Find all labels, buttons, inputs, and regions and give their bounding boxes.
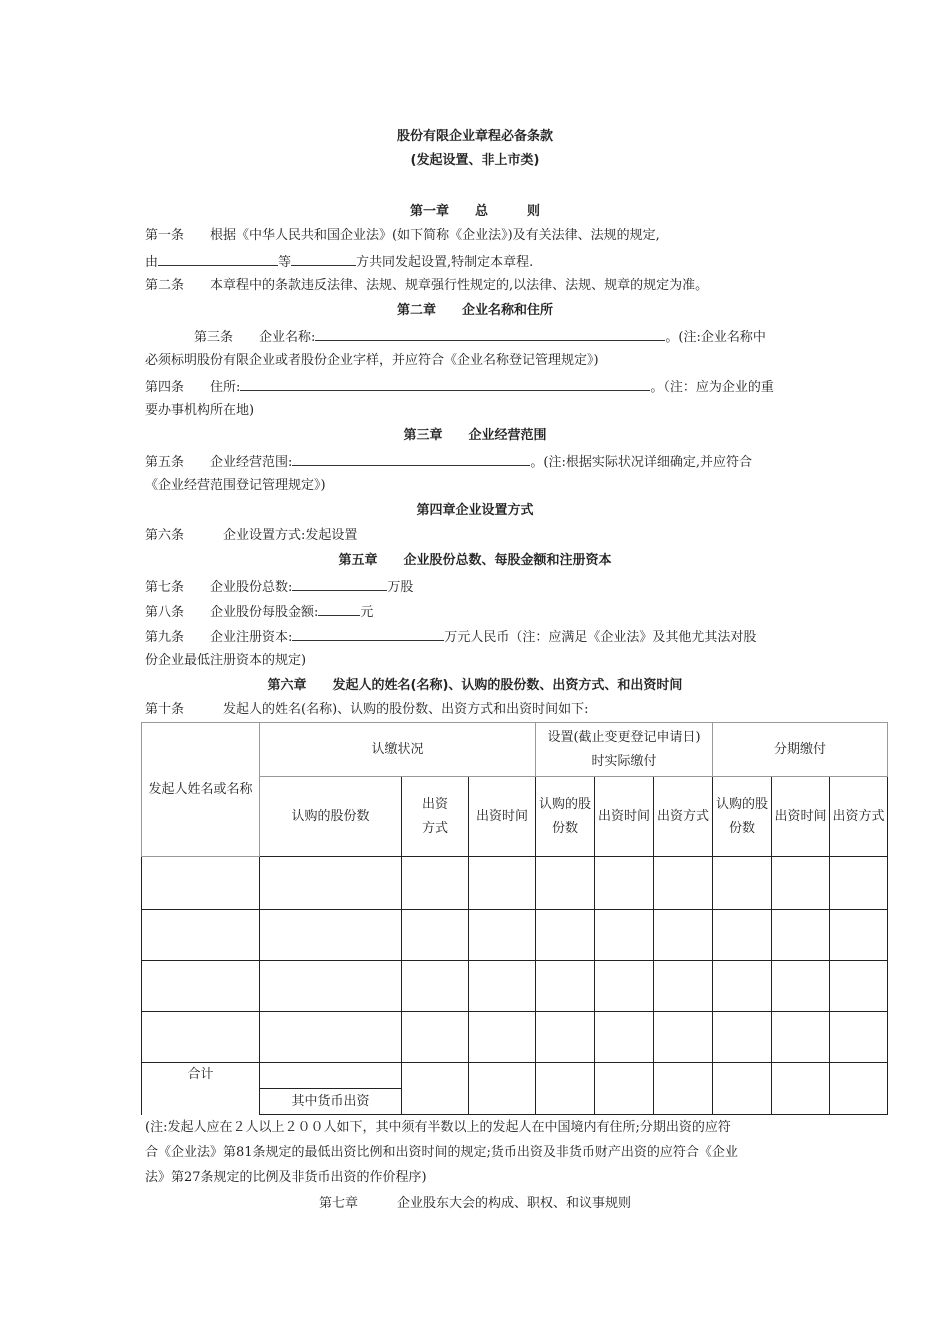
table-cell[interactable] (830, 910, 888, 961)
table-cell[interactable] (654, 1063, 713, 1115)
article-7 (145, 577, 413, 597)
header-installment: 分期缴付 (713, 723, 888, 777)
table-cell[interactable] (654, 910, 713, 961)
col-shares-2-line-2: 份数 (551, 820, 578, 836)
table-cell[interactable] (536, 910, 595, 961)
article-9-note: 万元人民币（注：应满足《企业法》及其他尤其法对股 (444, 630, 757, 645)
article-4-line-2: 要办事机构所在地) (145, 403, 255, 418)
table-cell[interactable] (536, 1012, 595, 1063)
founders-table (141, 722, 888, 1115)
table-cell[interactable] (260, 910, 402, 961)
article-1-line-2 (145, 252, 533, 272)
article-1-suffix: 方共同发起设置,特制定本章程. (356, 255, 534, 270)
table-cell[interactable] (830, 961, 888, 1012)
table-cell[interactable] (142, 910, 260, 961)
article-5-line-2: 《企业经营范围登记管理规定》) (145, 478, 326, 493)
table-total-row (142, 1063, 888, 1089)
table-row (142, 910, 888, 961)
table-cell[interactable] (830, 1063, 888, 1115)
table-cell[interactable] (402, 1012, 469, 1063)
table-cell[interactable] (402, 857, 469, 910)
article-3-note: 。(注:企业名称中 (665, 330, 766, 345)
article-3-line-2: 必须标明股份有限企业或者股份企业字样，并应符合《企业名称登记管理规定》) (145, 353, 599, 368)
table-cell[interactable] (595, 910, 654, 961)
article-7-unit: 万股 (387, 580, 414, 595)
article-1-prefix: 由 (145, 255, 159, 270)
article-6: 第六条 企业设置方式:发起设置 (145, 528, 358, 543)
company-name-blank[interactable] (315, 327, 665, 341)
table-cell[interactable] (713, 910, 772, 961)
table-cell[interactable] (536, 1063, 595, 1115)
article-7-label: 第七条 企业股份总数: (145, 580, 293, 595)
col-shares-3-line-1: 认购的股 (716, 796, 769, 812)
col-method-2: 出资方式 (654, 777, 713, 857)
table-cell[interactable] (142, 961, 260, 1012)
registered-capital-blank[interactable] (292, 627, 444, 641)
article-8-unit: 元 (360, 605, 374, 620)
col-time-3: 出资时间 (772, 777, 830, 857)
table-cell[interactable] (260, 961, 402, 1012)
header-setup-line-2: 时实际缴付 (591, 753, 657, 769)
article-10: 第十条 发起人的姓名(名称)、认购的股份数、出资方式和出资时间如下: (145, 702, 589, 717)
table-cell[interactable] (469, 857, 536, 910)
table-cell[interactable] (830, 1012, 888, 1063)
share-value-blank[interactable] (318, 602, 360, 616)
table-cell[interactable] (654, 1012, 713, 1063)
table-cell[interactable] (772, 1012, 830, 1063)
col-shares-2 (536, 777, 595, 857)
col-shares-2-line-1: 认购的股 (538, 796, 591, 812)
col-time: 出资时间 (469, 777, 536, 857)
table-cell[interactable] (469, 1012, 536, 1063)
article-5-note: 。(注:根据实际状况详细确定,并应符合 (530, 455, 752, 470)
article-8-label: 第八条 企业股份每股金额: (145, 605, 319, 620)
chapter-3-heading: 第三章 企业经营范围 (403, 428, 547, 443)
table-cell[interactable] (595, 961, 654, 1012)
table-row (142, 1012, 888, 1063)
header-founder-name: 发起人姓名或名称 (142, 723, 260, 857)
article-3-label: 第三条 企业名称: (194, 330, 316, 345)
table-cell[interactable] (713, 1063, 772, 1115)
chapter-4-heading: 第四章企业设置方式 (416, 503, 534, 518)
article-1-line-1: 第一条 根据《中华人民共和国企业法》(如下简称《企业法》)及有关法律、法规的规定, (145, 228, 660, 243)
table-cell[interactable] (772, 910, 830, 961)
note-line-3: 法》第27条规定的比例及非货币出资的作价程序) (145, 1170, 427, 1185)
article-5-label: 第五条 企业经营范围: (145, 455, 293, 470)
note-line-1: (注:发起人应在２人以上２００人如下，其中须有半数以上的发起人在中国境内有住所;分期出资的应符 (145, 1120, 731, 1135)
table-cell[interactable] (772, 961, 830, 1012)
table-cell[interactable] (713, 1012, 772, 1063)
col-method-line-1: 出资 (421, 796, 448, 812)
table-cell[interactable] (595, 857, 654, 910)
table-cell[interactable] (713, 961, 772, 1012)
document-title: 股份有限企业章程必备条款 (396, 129, 553, 144)
table-cell[interactable] (469, 1063, 536, 1115)
table-cell[interactable] (595, 1063, 654, 1115)
article-9-label: 第九条 企业注册资本: (145, 630, 293, 645)
article-5-line-1 (145, 452, 752, 472)
table-cell[interactable] (654, 961, 713, 1012)
total-shares-blank[interactable] (292, 577, 387, 591)
table-row (142, 857, 888, 910)
table-cell[interactable] (772, 1063, 830, 1115)
table-cell[interactable] (772, 857, 830, 910)
col-time-2: 出资时间 (595, 777, 654, 857)
chapter-7-heading: 第七章 企业股东大会的构成、职权、和议事规则 (318, 1196, 631, 1211)
article-8 (145, 602, 373, 622)
table-cell[interactable] (469, 910, 536, 961)
article-4-label: 第四条 住所: (145, 380, 241, 395)
chapter-6-heading: 第六章 发起人的姓名(名称)、认购的股份数、出资方式、和出资时间 (267, 678, 683, 693)
chapter-5-heading: 第五章 企业股份总数、每股金额和注册资本 (338, 553, 612, 568)
total-shares-cell[interactable] (260, 1063, 402, 1089)
table-cell[interactable] (260, 1012, 402, 1063)
col-method-3: 出资方式 (830, 777, 888, 857)
chapter-2-heading: 第二章 企业名称和住所 (396, 303, 553, 318)
table-cell[interactable] (142, 1012, 260, 1063)
article-3-line-1 (194, 327, 766, 347)
header-setup-payment (536, 723, 713, 777)
col-method (402, 777, 469, 857)
table-cell[interactable] (536, 857, 595, 910)
table-row (142, 961, 888, 1012)
note-line-2: 合《企业法》第81条规定的最低出资比例和出资时间的规定;货币出资及非货币财产出资的应符合《企业 (145, 1145, 738, 1160)
address-blank[interactable] (240, 377, 650, 391)
header-setup-line-1: 设置(截止变更登记申请日) (547, 729, 701, 745)
col-shares: 认购的股份数 (260, 777, 402, 857)
article-1-mid: 等 (278, 255, 292, 270)
article-4-line-1 (145, 377, 774, 397)
total-label: 合计 (142, 1063, 260, 1115)
business-scope-blank[interactable] (292, 452, 530, 466)
chapter-1-heading: 第一章 总 则 (409, 204, 540, 219)
founder-blank-2[interactable] (291, 252, 356, 266)
article-4-note: 。（注：应为企业的重 (650, 380, 774, 395)
table-cell[interactable] (260, 857, 402, 910)
table-cell[interactable] (142, 857, 260, 910)
document-subtitle: (发起设置、非上市类) (410, 153, 540, 168)
col-shares-3-line-2: 份数 (729, 820, 756, 836)
table-cell[interactable] (402, 961, 469, 1012)
article-2: 第二条 本章程中的条款违反法律、法规、规章强行性规定的,以法律、法规、规章的规定为准。 (145, 278, 709, 293)
table-cell[interactable] (654, 857, 713, 910)
table-cell[interactable] (402, 1063, 469, 1115)
col-shares-3 (713, 777, 772, 857)
table-cell[interactable] (536, 961, 595, 1012)
cash-contribution-label: 其中货币出资 (260, 1089, 402, 1115)
table-cell[interactable] (469, 961, 536, 1012)
table-cell[interactable] (402, 910, 469, 961)
article-9-line-2: 份企业最低注册资本的规定) (145, 653, 307, 668)
header-subscription: 认缴状况 (260, 723, 536, 777)
article-9-line-1 (145, 627, 756, 647)
table-cell[interactable] (830, 857, 888, 910)
table-cell[interactable] (595, 1012, 654, 1063)
table-header-row-1 (142, 723, 888, 777)
col-method-line-2: 方式 (421, 820, 448, 836)
table-cell[interactable] (713, 857, 772, 910)
founder-blank-1[interactable] (158, 252, 278, 266)
